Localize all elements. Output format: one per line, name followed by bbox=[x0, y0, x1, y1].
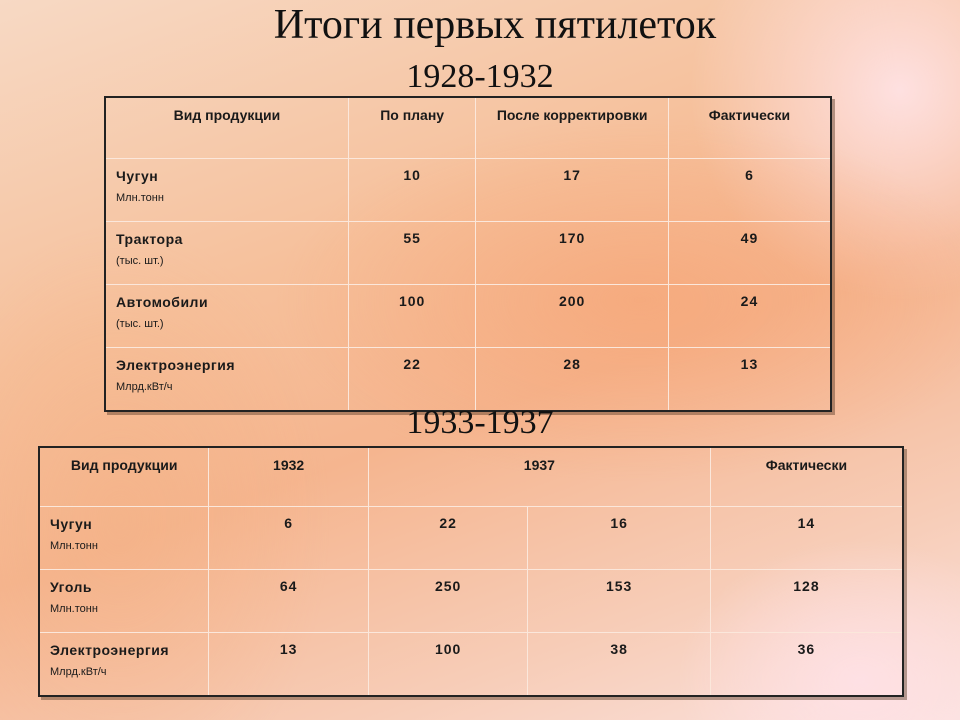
table-row bbox=[105, 285, 831, 348]
product-unit: (тыс. шт.) bbox=[116, 318, 164, 330]
second-five-year-plan-table bbox=[38, 446, 904, 697]
value-cell: 49 bbox=[668, 222, 831, 285]
value-cell: 6 bbox=[209, 507, 369, 570]
value-cell: 170 bbox=[476, 222, 669, 285]
product-cell bbox=[105, 222, 348, 285]
product-name: Автомобили bbox=[116, 294, 209, 310]
header-year-1932: 1932 bbox=[209, 447, 369, 507]
table-row bbox=[105, 222, 831, 285]
product-cell bbox=[105, 348, 348, 412]
product-unit: (тыс. шт.) bbox=[116, 255, 164, 267]
table-row bbox=[39, 570, 903, 633]
product-cell bbox=[39, 507, 209, 570]
value-cell: 22 bbox=[348, 348, 476, 412]
period-title-1933-1937: 1933-1937 bbox=[406, 404, 554, 441]
value-cell: 250 bbox=[368, 570, 528, 633]
product-unit: Млн.тонн bbox=[116, 192, 164, 204]
product-cell bbox=[39, 633, 209, 697]
product-name: Электроэнергия bbox=[50, 642, 170, 658]
value-cell: 153 bbox=[528, 570, 710, 633]
value-cell: 22 bbox=[368, 507, 528, 570]
product-name: Чугун bbox=[116, 168, 159, 184]
value-cell: 6 bbox=[668, 159, 831, 222]
product-name: Чугун bbox=[50, 516, 93, 532]
product-name: Уголь bbox=[50, 579, 93, 595]
product-unit: Млрд.кВт/ч bbox=[50, 666, 107, 678]
value-cell: 14 bbox=[710, 507, 903, 570]
value-cell: 200 bbox=[476, 285, 669, 348]
header-product-type: Вид продукции bbox=[39, 447, 209, 507]
product-unit: Млн.тонн bbox=[50, 603, 98, 615]
product-name: Электроэнергия bbox=[116, 357, 236, 373]
value-cell: 38 bbox=[528, 633, 710, 697]
header-by-plan: По плану bbox=[348, 97, 476, 159]
value-cell: 28 bbox=[476, 348, 669, 412]
table-row bbox=[105, 159, 831, 222]
value-cell: 10 bbox=[348, 159, 476, 222]
product-cell bbox=[105, 159, 348, 222]
product-name: Трактора bbox=[116, 231, 183, 247]
value-cell: 24 bbox=[668, 285, 831, 348]
product-cell bbox=[105, 285, 348, 348]
value-cell: 36 bbox=[710, 633, 903, 697]
value-cell: 128 bbox=[710, 570, 903, 633]
value-cell: 64 bbox=[209, 570, 369, 633]
table-row bbox=[39, 633, 903, 697]
header-actual: Фактически bbox=[668, 97, 831, 159]
value-cell: 13 bbox=[668, 348, 831, 412]
header-after-correction: После корректировки bbox=[476, 97, 669, 159]
product-unit: Млн.тонн bbox=[50, 540, 98, 552]
slide-title: Итоги первых пятилеток bbox=[273, 2, 717, 48]
header-actual: Фактически bbox=[710, 447, 903, 507]
table-header-row bbox=[105, 97, 831, 159]
header-year-1937: 1937 bbox=[368, 447, 710, 507]
value-cell: 55 bbox=[348, 222, 476, 285]
period-title-1928-1932: 1928-1932 bbox=[406, 58, 554, 95]
table-header-row bbox=[39, 447, 903, 507]
header-product-type: Вид продукции bbox=[105, 97, 348, 159]
value-cell: 13 bbox=[209, 633, 369, 697]
value-cell: 17 bbox=[476, 159, 669, 222]
product-cell bbox=[39, 570, 209, 633]
value-cell: 100 bbox=[368, 633, 528, 697]
table-row bbox=[39, 507, 903, 570]
table-row bbox=[105, 348, 831, 412]
first-five-year-plan-table bbox=[104, 96, 832, 412]
value-cell: 16 bbox=[528, 507, 710, 570]
product-unit: Млрд.кВт/ч bbox=[116, 381, 173, 393]
value-cell: 100 bbox=[348, 285, 476, 348]
